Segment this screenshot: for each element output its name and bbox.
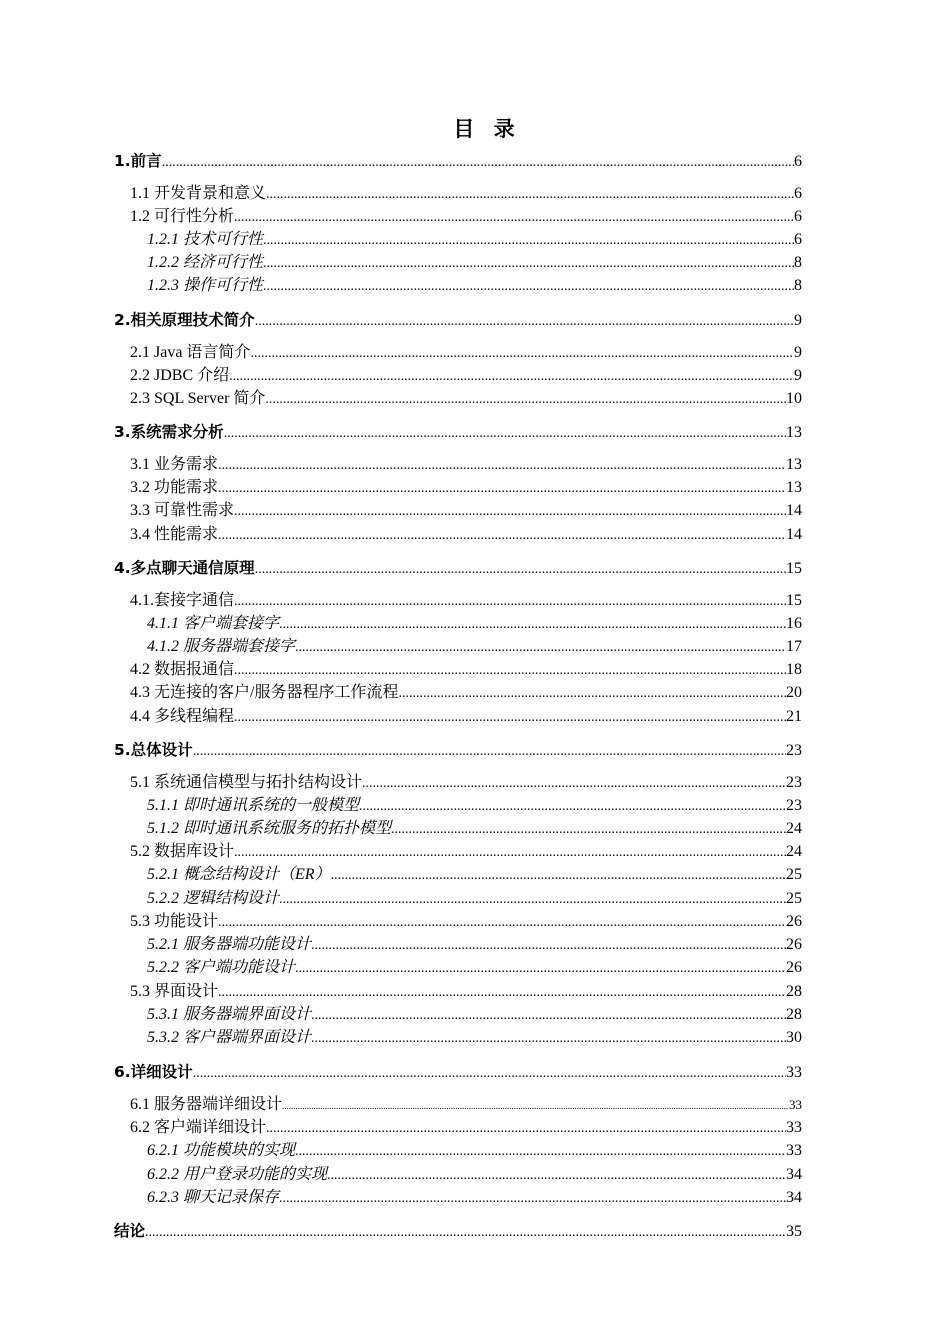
toc-entry[interactable] (147, 636, 802, 658)
toc-leader (311, 1005, 786, 1027)
toc-entry[interactable] (147, 613, 802, 635)
toc-entry-label: 5.2 数据库设计 (130, 843, 235, 860)
toc-leader (263, 276, 794, 298)
toc-leader (295, 637, 786, 659)
toc-entry-label: 5.3.1 服务器端界面设计 (147, 1006, 312, 1023)
toc-entry-page: 13 (786, 479, 802, 496)
toc-entry-label: 3.系统需求分析 (114, 423, 224, 441)
toc-entry-page: 18 (786, 661, 802, 678)
toc-entry-page: 14 (786, 526, 802, 543)
toc-entry-page: 14 (786, 502, 802, 519)
toc-entry[interactable] (147, 1140, 802, 1162)
toc-entry-page: 26 (786, 959, 802, 976)
toc-leader (229, 366, 794, 388)
toc-entry[interactable] (130, 772, 802, 794)
toc-entry-page: 26 (786, 913, 802, 930)
toc-leader (234, 842, 786, 864)
toc-entry[interactable] (130, 659, 802, 681)
toc-entry-label: 2.2 JDBC 介绍 (130, 367, 230, 384)
toc-leader (359, 796, 786, 818)
toc-entry[interactable] (130, 342, 802, 364)
toc-entry-label: 2.1 Java 语言简介 (130, 344, 251, 361)
toc-entry[interactable] (147, 957, 802, 979)
toc-entry-page: 6 (794, 185, 802, 202)
toc-entry-page: 17 (786, 638, 802, 655)
toc-entry-page: 8 (794, 277, 802, 294)
toc-entry[interactable] (114, 739, 802, 761)
toc-entry-label: 1.2 可行性分析 (130, 208, 235, 225)
toc-entry-label: 2.3 SQL Server 简介 (130, 390, 266, 407)
toc-leader (250, 343, 794, 365)
toc-title: 目 录 (453, 117, 521, 141)
toc-leader (255, 311, 794, 333)
toc-leader (398, 683, 786, 705)
toc-entry-page: 30 (786, 1029, 802, 1046)
toc-entry[interactable] (130, 206, 802, 228)
toc-entry-page: 25 (786, 866, 802, 883)
toc-entry[interactable] (130, 454, 802, 476)
toc-entry-label: 5.2.2 逻辑结构设计 (147, 890, 280, 907)
toc-entry-page: 33 (789, 1097, 802, 1112)
toc-entry-label: 3.3 可靠性需求 (130, 502, 235, 519)
toc-entry[interactable] (147, 864, 802, 886)
toc-entry[interactable] (130, 388, 802, 410)
toc-entry-page: 23 (786, 797, 802, 814)
toc-entry-label: 1.1 开发背景和意义 (130, 185, 267, 202)
toc-leader (218, 478, 786, 500)
toc-entry-page: 34 (786, 1189, 802, 1206)
toc-entry-page: 9 (794, 344, 802, 361)
toc-entry-label: 4.多点聊天通信原理 (114, 559, 255, 577)
toc-entry-page: 9 (794, 312, 802, 329)
toc-leader (234, 501, 786, 523)
toc-entry[interactable] (130, 1117, 802, 1139)
toc-leader (279, 614, 786, 636)
toc-entry-label: 5.1 系统通信模型与拓扑结构设计 (130, 774, 363, 791)
toc-entry[interactable] (114, 150, 802, 172)
toc-entry-page: 15 (786, 560, 802, 577)
toc-entry-label: 结论 (114, 1222, 146, 1240)
toc-leader (311, 935, 786, 957)
toc-entry-page: 33 (786, 1064, 802, 1081)
toc-entry[interactable] (130, 841, 802, 863)
toc-entry-label: 5.2.2 客户端功能设计 (147, 959, 296, 976)
toc-leader (193, 741, 786, 763)
toc-entry[interactable] (130, 911, 802, 933)
toc-entry-label: 6.2.3 聊天记录保存 (147, 1189, 280, 1206)
toc-entry-page: 25 (786, 890, 802, 907)
toc-entry-label: 1.2.2 经济可行性 (147, 254, 264, 271)
toc-leader (234, 660, 786, 682)
toc-entry[interactable] (130, 706, 802, 728)
toc-entry-page: 26 (786, 936, 802, 953)
toc-entry[interactable] (147, 934, 802, 956)
toc-entry[interactable] (147, 1027, 802, 1049)
toc-entry[interactable] (147, 1164, 802, 1186)
toc-leader (218, 912, 786, 934)
toc-entry-page: 24 (786, 820, 802, 837)
toc-entry-page: 13 (786, 456, 802, 473)
toc-entry[interactable] (130, 682, 802, 704)
toc-leader (218, 455, 786, 477)
toc-leader (327, 1165, 786, 1187)
toc-entry-page: 24 (786, 843, 802, 860)
toc-entry[interactable] (130, 524, 802, 546)
toc-leader (145, 1222, 786, 1244)
toc-entry-label: 4.4 多线程编程 (130, 708, 235, 725)
toc-entry-label: 2.相关原理技术简介 (114, 311, 255, 329)
toc-entry-label: 4.1.套接字通信 (130, 592, 235, 609)
toc-entry-page: 28 (786, 983, 802, 1000)
toc-entry-label: 6.2.1 功能模块的实现 (147, 1142, 296, 1159)
toc-entry-page: 33 (786, 1119, 802, 1136)
toc-entry-page: 8 (794, 254, 802, 271)
toc-entry-label: 5.1.1 即时通讯系统的一般模型 (147, 797, 360, 814)
toc-entry[interactable] (130, 365, 802, 387)
toc-entry-label: 5.总体设计 (114, 741, 193, 759)
toc-entry[interactable] (147, 795, 802, 817)
toc-entry-page: 20 (786, 684, 802, 701)
toc-entry-label: 1.2.3 操作可行性 (147, 277, 264, 294)
toc-entry[interactable] (130, 1094, 802, 1116)
toc-entry-page: 9 (794, 367, 802, 384)
toc-entry-page: 33 (786, 1142, 802, 1159)
toc-entry[interactable] (147, 1187, 802, 1209)
toc-entry-page: 6 (794, 153, 802, 170)
toc-leader (218, 525, 786, 547)
toc-entry-page: 16 (786, 615, 802, 632)
toc-entry-label: 1.2.1 技术可行性 (147, 231, 264, 248)
toc-entry-page: 34 (786, 1166, 802, 1183)
toc-leader (193, 1063, 786, 1085)
toc-entry-label: 4.3 无连接的客户/服务器程序工作流程 (130, 684, 399, 701)
toc-entry-page: 6 (794, 208, 802, 225)
toc-entry-label: 5.1.2 即时通讯系统服务的拓扑模型 (147, 820, 392, 837)
toc-entry[interactable] (147, 275, 802, 297)
toc-leader (279, 1188, 786, 1210)
toc-entry[interactable] (114, 557, 802, 579)
toc-entry[interactable] (114, 309, 802, 331)
toc-leader (311, 1028, 786, 1050)
toc-leader (295, 958, 786, 980)
toc-leader (263, 253, 794, 275)
toc-leader (234, 707, 786, 729)
toc-entry-label: 4.1.1 客户端套接字 (147, 615, 280, 632)
toc-leader (255, 559, 786, 581)
toc-entry-label: 3.2 功能需求 (130, 479, 219, 496)
toc-leader (263, 230, 794, 252)
toc-leader (362, 773, 786, 795)
toc-leader (218, 982, 786, 1004)
toc-entry-label: 6.详细设计 (114, 1063, 193, 1081)
toc-entry[interactable] (130, 477, 802, 499)
toc-leader (391, 819, 786, 841)
toc-leader (266, 184, 794, 206)
toc-entry-label: 3.1 业务需求 (130, 456, 219, 473)
toc-entry-page: 23 (786, 742, 802, 759)
toc-entry[interactable] (130, 500, 802, 522)
toc-entry-label: 1.前言 (114, 152, 162, 170)
toc-entry[interactable] (114, 421, 802, 443)
toc-leader (295, 1141, 786, 1163)
toc-entry-label: 6.2 客户端详细设计 (130, 1119, 267, 1136)
toc-entry[interactable] (130, 981, 802, 1003)
toc-entry-page: 6 (794, 231, 802, 248)
toc-leader (282, 1095, 789, 1117)
toc-entry-page: 13 (786, 424, 802, 441)
toc-entry[interactable] (114, 1220, 802, 1242)
toc-entry-label: 6.1 服务器端详细设计 (130, 1096, 283, 1113)
toc-entry-page: 15 (786, 592, 802, 609)
toc-entry-label: 5.2.1 概念结构设计（ER） (147, 866, 331, 883)
toc-leader (234, 207, 794, 229)
toc-entry[interactable] (147, 818, 802, 840)
toc-entry-page: 23 (786, 774, 802, 791)
toc-entry[interactable] (147, 229, 802, 251)
toc-leader (162, 152, 794, 174)
toc-entry[interactable] (114, 1061, 802, 1083)
toc-entry[interactable] (147, 888, 802, 910)
toc-entry-label: 6.2.2 用户登录功能的实现 (147, 1166, 328, 1183)
toc-entry[interactable] (130, 183, 802, 205)
toc-entry-page: 21 (786, 708, 802, 725)
toc-entry-label: 5.3.2 客户器端界面设计 (147, 1029, 312, 1046)
toc-entry-page: 35 (786, 1223, 802, 1240)
toc-entry-label: 4.2 数据报通信 (130, 661, 235, 678)
toc-leader (331, 865, 786, 887)
toc-leader (224, 423, 786, 445)
toc-entry-label: 3.4 性能需求 (130, 526, 219, 543)
toc-entry[interactable] (147, 252, 802, 274)
toc-entry[interactable] (130, 590, 802, 612)
toc-entry[interactable] (147, 1004, 802, 1026)
toc-entry-label: 5.3 界面设计 (130, 983, 219, 1000)
toc-entry-label: 5.2.1 服务器端功能设计 (147, 936, 312, 953)
toc-entry-label: 4.1.2 服务器端套接字 (147, 638, 296, 655)
toc-entry-page: 28 (786, 1006, 802, 1023)
toc-entry-page: 10 (786, 390, 802, 407)
toc-entry-label: 5.3 功能设计 (130, 913, 219, 930)
toc-leader (265, 389, 786, 411)
toc-leader (234, 591, 786, 613)
toc-leader (279, 889, 786, 911)
toc-leader (266, 1118, 786, 1140)
